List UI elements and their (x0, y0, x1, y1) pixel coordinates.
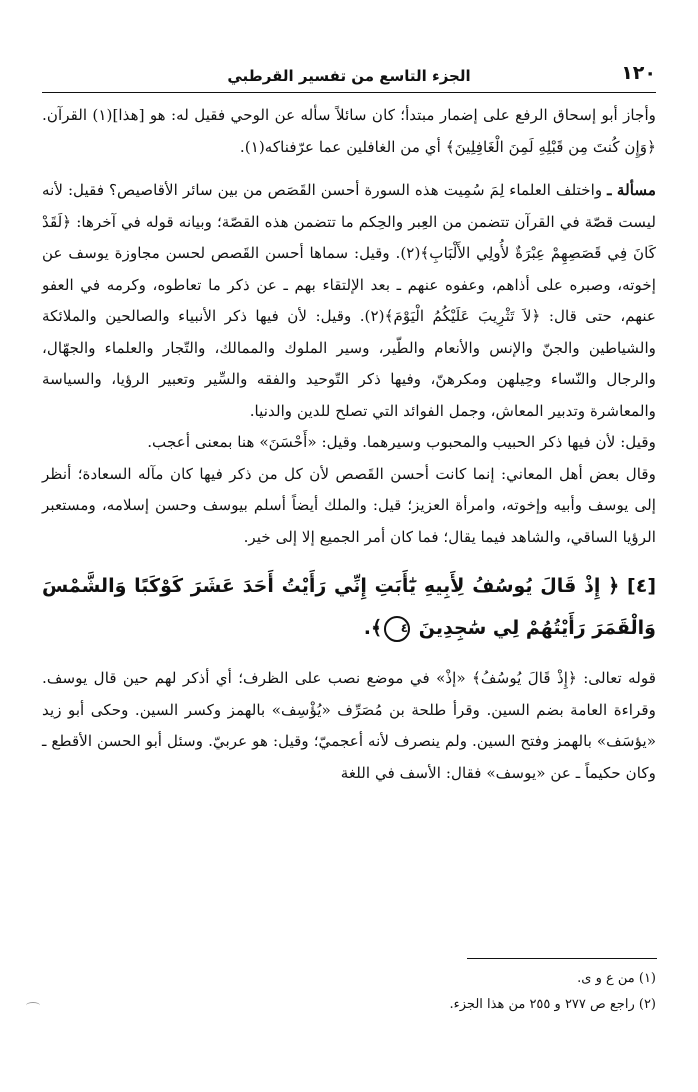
header-rule (42, 92, 656, 93)
footnote-1: (١) من ع و ى. (577, 971, 656, 986)
footnote-rule (467, 958, 657, 959)
paragraph-masala (42, 175, 656, 427)
footnote-2: (٢) راجع ص ٢٧٧ و ٢٥٥ من هذا الجزء. (449, 997, 656, 1012)
running-title: الجزء التاسع من تفسير القرطبي (227, 67, 471, 85)
paragraph-4: وقال بعض أهل المعاني: إنما كانت أحسن القَصص لأن كل من ذكر فيها كان مآله السعادة؛ أنظر إلى يوسف وأبيه وإخوته، وامرأة العزيز؛ قيل: والملك أيضاً أسلم بيوسف وحسن إسلامه، ومستعبر الرؤيا الساقي، والشاهد فيما يقال؛ فما كان أمر الجميع إلا إلى خير. (42, 464, 656, 546)
running-header (42, 62, 656, 90)
verse-number: [٤] (627, 575, 656, 597)
masala-heading: مسألة ـ (607, 181, 657, 199)
verse-end-icon: ٤ (384, 616, 410, 642)
paragraph-5: قوله تعالى: ﴿إِذْ قَالَ يُوسُفُ﴾ «إذْ» في موضع نصب على الظرف؛ أي أذكر لهم حين قال يوسف. وقراءة العامة بضم السين. وقرأ طلحة بن مُصَرِّف «يُؤْسِف» بالهمز وكسر السين. وحكى أبو زيد «يؤسَف» بالهمز وفتح السين. ولم ينصرف لأنه أعجميّ؛ وقيل: هو عربيّ. وسئل أبو الحسن الأقطع ـ وكان حكيماً ـ عن «يوسف» فقال: الأسف في اللغة (42, 669, 656, 782)
paragraph-3: وقيل: لأن فيها ذكر الحبيب والمحبوب وسيرهما. وقيل: «أَحْسَنَ» هنا بمعنى أعجب. (147, 433, 656, 451)
page-corner-mark (26, 1002, 40, 1009)
verse-close: ﴾. (363, 617, 383, 639)
paragraph-1: وأجاز أبو إسحاق الرفع على إضمار مبتدأ؛ كان سائلاً سأله عن الوحي فقيل له: هو [هذا](١) القرآن. ﴿وَإِن كُنتَ مِن قَبْلِهِ لَمِنَ الْغَافِلِينَ﴾ أي من الغافلين عما عرّفناكه(١). (42, 106, 656, 156)
main-text (42, 100, 656, 789)
masala-text: واختلف العلماء لِمَ سُمِيت هذه السورة أحسن القَصَص من بين سائر الأقاصيص؟ فقيل: لأنه ليست قصّة في القرآن تتضمن من العِبر والحِكم ما تتضمن هذه القصّة؛ وبيانه قوله في آخرها: ﴿لَقَدْ كَانَ فِي قَصَصِهِمْ عِبْرَةٌ لأُولِي الأَلْبَابِ﴾(٢). وقيل: سماها أحسن القَصص لحسن مجاوزة يوسف عن إخوته، وصبره على أذاهم، وعفوه عنهم ـ بعد الإلتقاء بهم ـ عن ذكر ما تعاطوه، وكرمه في العفو عنهم، حتى قال: ﴿لاَ تَثْرِيبَ عَلَيْكُمُ الْيَوْمَ﴾(٢). وقيل: لأن فيها ذكر الأنبياء والصالحين والملائكة والشياطين والجنّ والإنس والأنعام والطّير، وسير الملوك والممالك، والتّجار والعلماء والجهّال، والرجال والنّساء وحِيلهن ومكرهنّ، وفيها ذكر التّوحيد والفقه والسِّير وتعبير الرؤيا، والسياسة والمعاشرة وتدبير المعاش، وجمل الفوائد التي تصلح للدين والدنيا. (42, 181, 657, 420)
quran-verse (42, 565, 656, 649)
verse-text: ﴿ إِذْ قَالَ يُوسُفُ لِأَبِيهِ يَٰٓأَبَتِ إِنِّي رَأَيْتُ أَحَدَ عَشَرَ كَوْكَبًا وَالشَّمْسَ وَالْقَمَرَ رَأَيْتُهُمْ لِي سَٰجِدِينَ (42, 575, 656, 639)
page-number: ١٢٠ (621, 62, 656, 84)
paragraph-spacer (42, 163, 656, 175)
footnotes (42, 966, 656, 1018)
